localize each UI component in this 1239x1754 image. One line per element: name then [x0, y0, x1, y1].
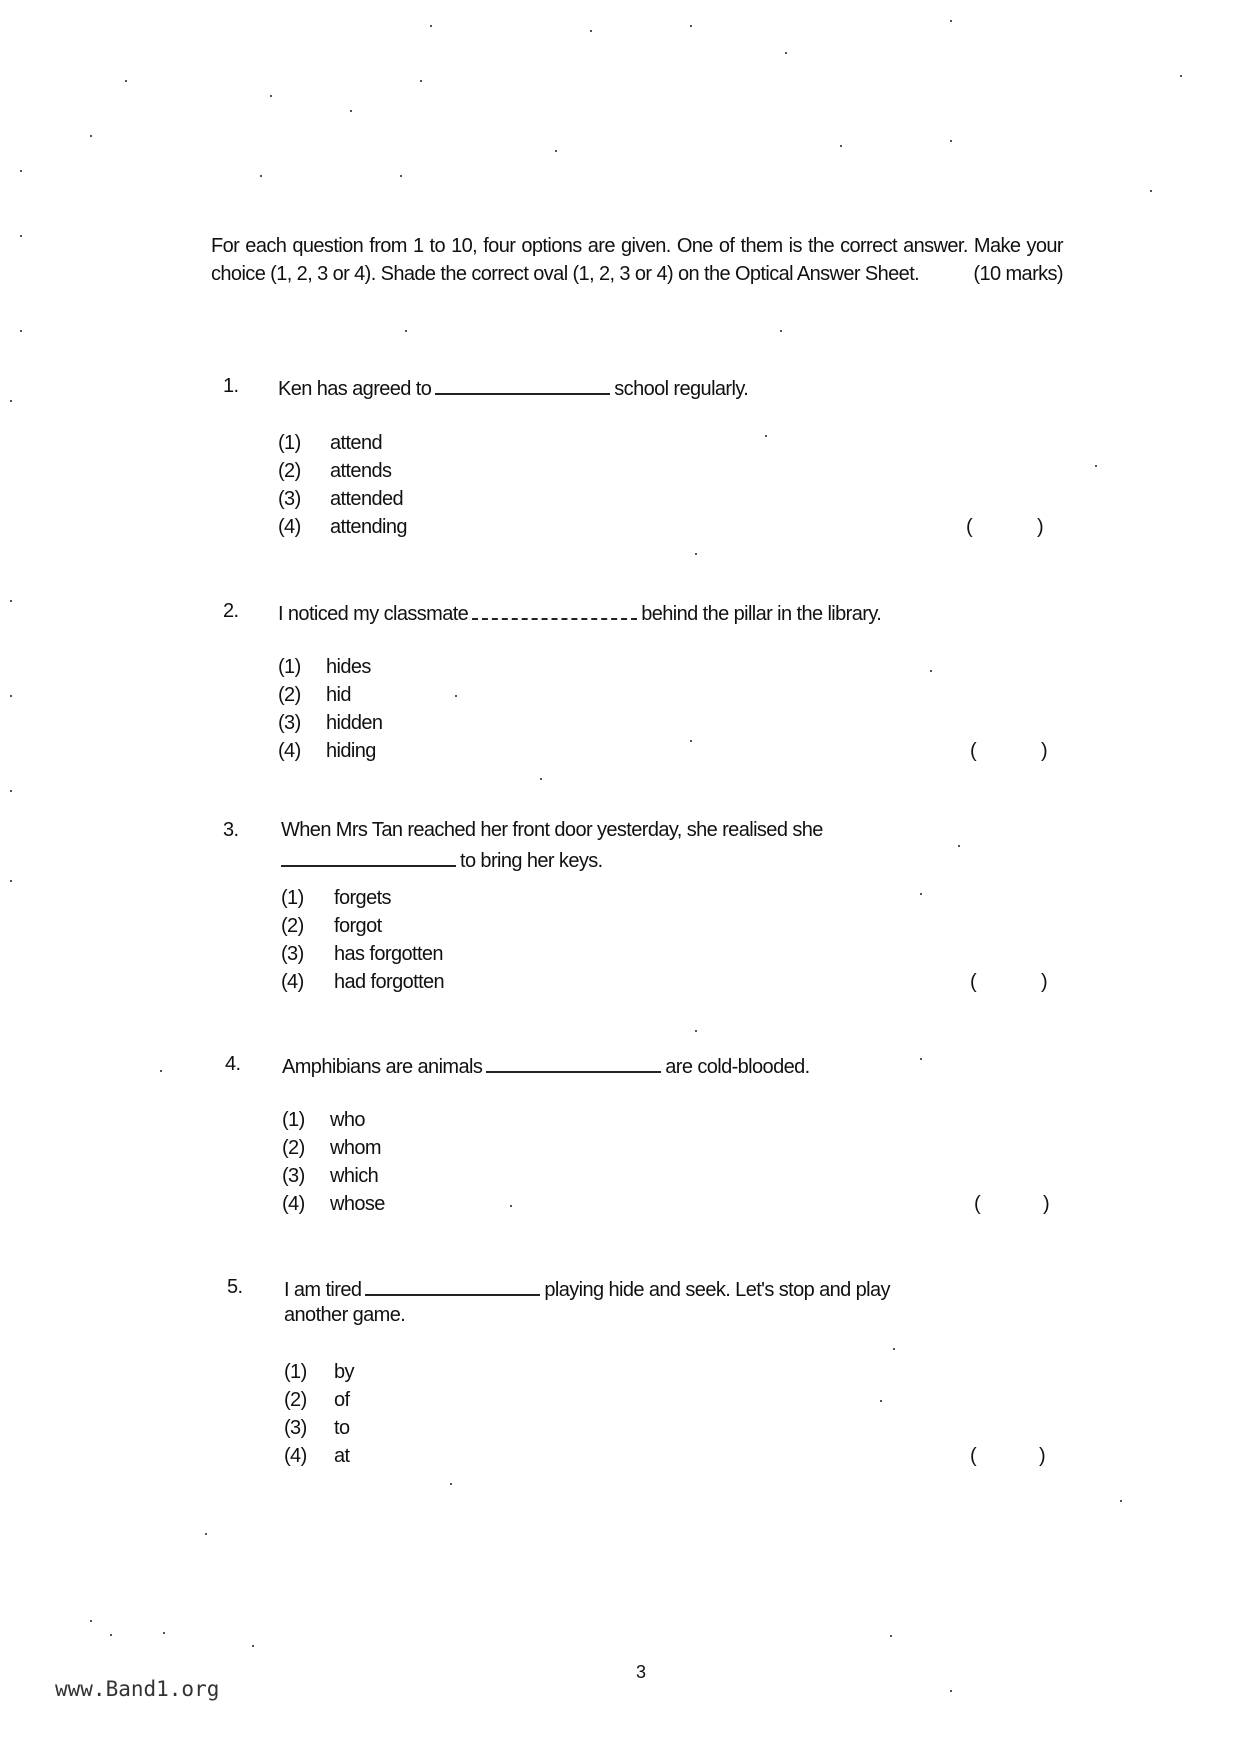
option-1 [278, 432, 382, 455]
answer-bracket-open: ( [974, 1193, 981, 1215]
question-stem-line-2 [281, 847, 603, 873]
option-4 [281, 971, 444, 994]
question-number: 4. [225, 1053, 241, 1075]
question-stem-line-2: another game. [284, 1304, 406, 1326]
option-number: (1) [278, 656, 301, 678]
option-text: to [334, 1417, 350, 1439]
option-3 [284, 1417, 349, 1440]
answer-bracket-open: ( [970, 1445, 977, 1467]
question-stem-line-1 [284, 1276, 890, 1302]
answer-blank [281, 847, 456, 867]
question-stem-line-1: When Mrs Tan reached her front door yesterday, she realised she [281, 819, 823, 841]
question-number: 2. [223, 600, 239, 622]
stem-after: playing hide and seek. Let's stop and play [544, 1279, 890, 1301]
website-footer[interactable]: www.Band1.org [55, 1677, 220, 1701]
option-3 [278, 488, 403, 511]
option-number: (3) [281, 943, 304, 965]
option-text: attended [330, 488, 404, 510]
option-2 [284, 1389, 349, 1412]
question-stem [282, 1053, 810, 1079]
marks-label: (10 marks) [973, 263, 1063, 285]
option-text: hides [326, 656, 371, 678]
answer-bracket-close: ) [1037, 516, 1044, 538]
option-number: (4) [278, 516, 301, 538]
option-text: hid [326, 684, 351, 706]
answer-blank [472, 600, 637, 620]
option-number: (3) [278, 488, 301, 510]
option-1 [281, 887, 391, 910]
instructions [211, 232, 1063, 288]
answer-bracket-open: ( [966, 516, 973, 538]
option-text: had forgotten [334, 971, 445, 993]
stem-after: are cold-blooded. [665, 1056, 810, 1078]
stem-before: I noticed my classmate [278, 603, 469, 625]
option-2 [282, 1137, 381, 1160]
option-3 [278, 712, 382, 735]
page-number: 3 [636, 1662, 646, 1682]
stem-before: Amphibians are animals [282, 1056, 483, 1078]
answer-bracket-close: ) [1039, 1445, 1046, 1467]
question-stem [278, 600, 881, 626]
answer-bracket-open: ( [970, 971, 977, 993]
option-number: (2) [281, 915, 304, 937]
option-number: (1) [281, 887, 304, 909]
option-number: (2) [278, 460, 301, 482]
option-number: (4) [278, 740, 301, 762]
option-3 [281, 943, 443, 966]
question-stem [278, 375, 748, 401]
option-1 [284, 1361, 354, 1384]
option-number: (1) [284, 1361, 307, 1383]
option-number: (1) [282, 1109, 305, 1131]
answer-bracket-close: ) [1041, 971, 1048, 993]
question-number: 1. [223, 375, 239, 397]
answer-bracket-open: ( [970, 740, 977, 762]
answer-bracket-close: ) [1041, 740, 1048, 762]
option-number: (4) [281, 971, 304, 993]
answer-blank [435, 375, 610, 395]
option-number: (1) [278, 432, 301, 454]
option-1 [278, 656, 371, 679]
option-4 [278, 740, 376, 763]
option-text: whose [330, 1193, 385, 1215]
option-number: (4) [284, 1445, 307, 1467]
option-number: (4) [282, 1193, 305, 1215]
option-3 [282, 1165, 378, 1188]
instructions-text: For each question from 1 to 10, four options are given. One of them is the correct answer. Make your choice (1, 2, 3 or 4). Shade the correct oval (1, 2, 3 or 4) on the Optical Answer Sheet. [211, 235, 1063, 285]
option-text: attending [330, 516, 407, 538]
option-2 [278, 460, 391, 483]
option-text: forgets [334, 887, 391, 909]
option-text: of [334, 1389, 350, 1411]
option-1 [282, 1109, 365, 1132]
option-number: (2) [282, 1137, 305, 1159]
option-text: who [330, 1109, 365, 1131]
option-number: (3) [282, 1165, 305, 1187]
option-text: at [334, 1445, 350, 1467]
option-text: attends [330, 460, 392, 482]
stem-after: to bring her keys. [460, 850, 603, 872]
stem-after: school regularly. [614, 378, 749, 400]
option-text: forgot [334, 915, 382, 937]
option-text: whom [330, 1137, 381, 1159]
answer-blank [486, 1053, 661, 1073]
option-4 [284, 1445, 349, 1468]
stem-before: Ken has agreed to [278, 378, 432, 400]
question-number: 3. [223, 819, 239, 841]
option-text: hidden [326, 712, 383, 734]
option-text: hiding [326, 740, 376, 762]
stem-after: behind the pillar in the library. [641, 603, 882, 625]
option-text: attend [330, 432, 383, 454]
answer-bracket-close: ) [1043, 1193, 1050, 1215]
option-4 [278, 516, 407, 539]
option-number: (2) [284, 1389, 307, 1411]
option-text: has forgotten [334, 943, 443, 965]
answer-blank [365, 1276, 540, 1296]
option-number: (3) [284, 1417, 307, 1439]
option-text: which [330, 1165, 379, 1187]
option-4 [282, 1193, 385, 1216]
option-2 [278, 684, 351, 707]
option-number: (2) [278, 684, 301, 706]
question-number: 5. [227, 1276, 243, 1298]
option-number: (3) [278, 712, 301, 734]
option-text: by [334, 1361, 354, 1383]
stem-before: I am tired [284, 1279, 362, 1301]
option-2 [281, 915, 382, 938]
